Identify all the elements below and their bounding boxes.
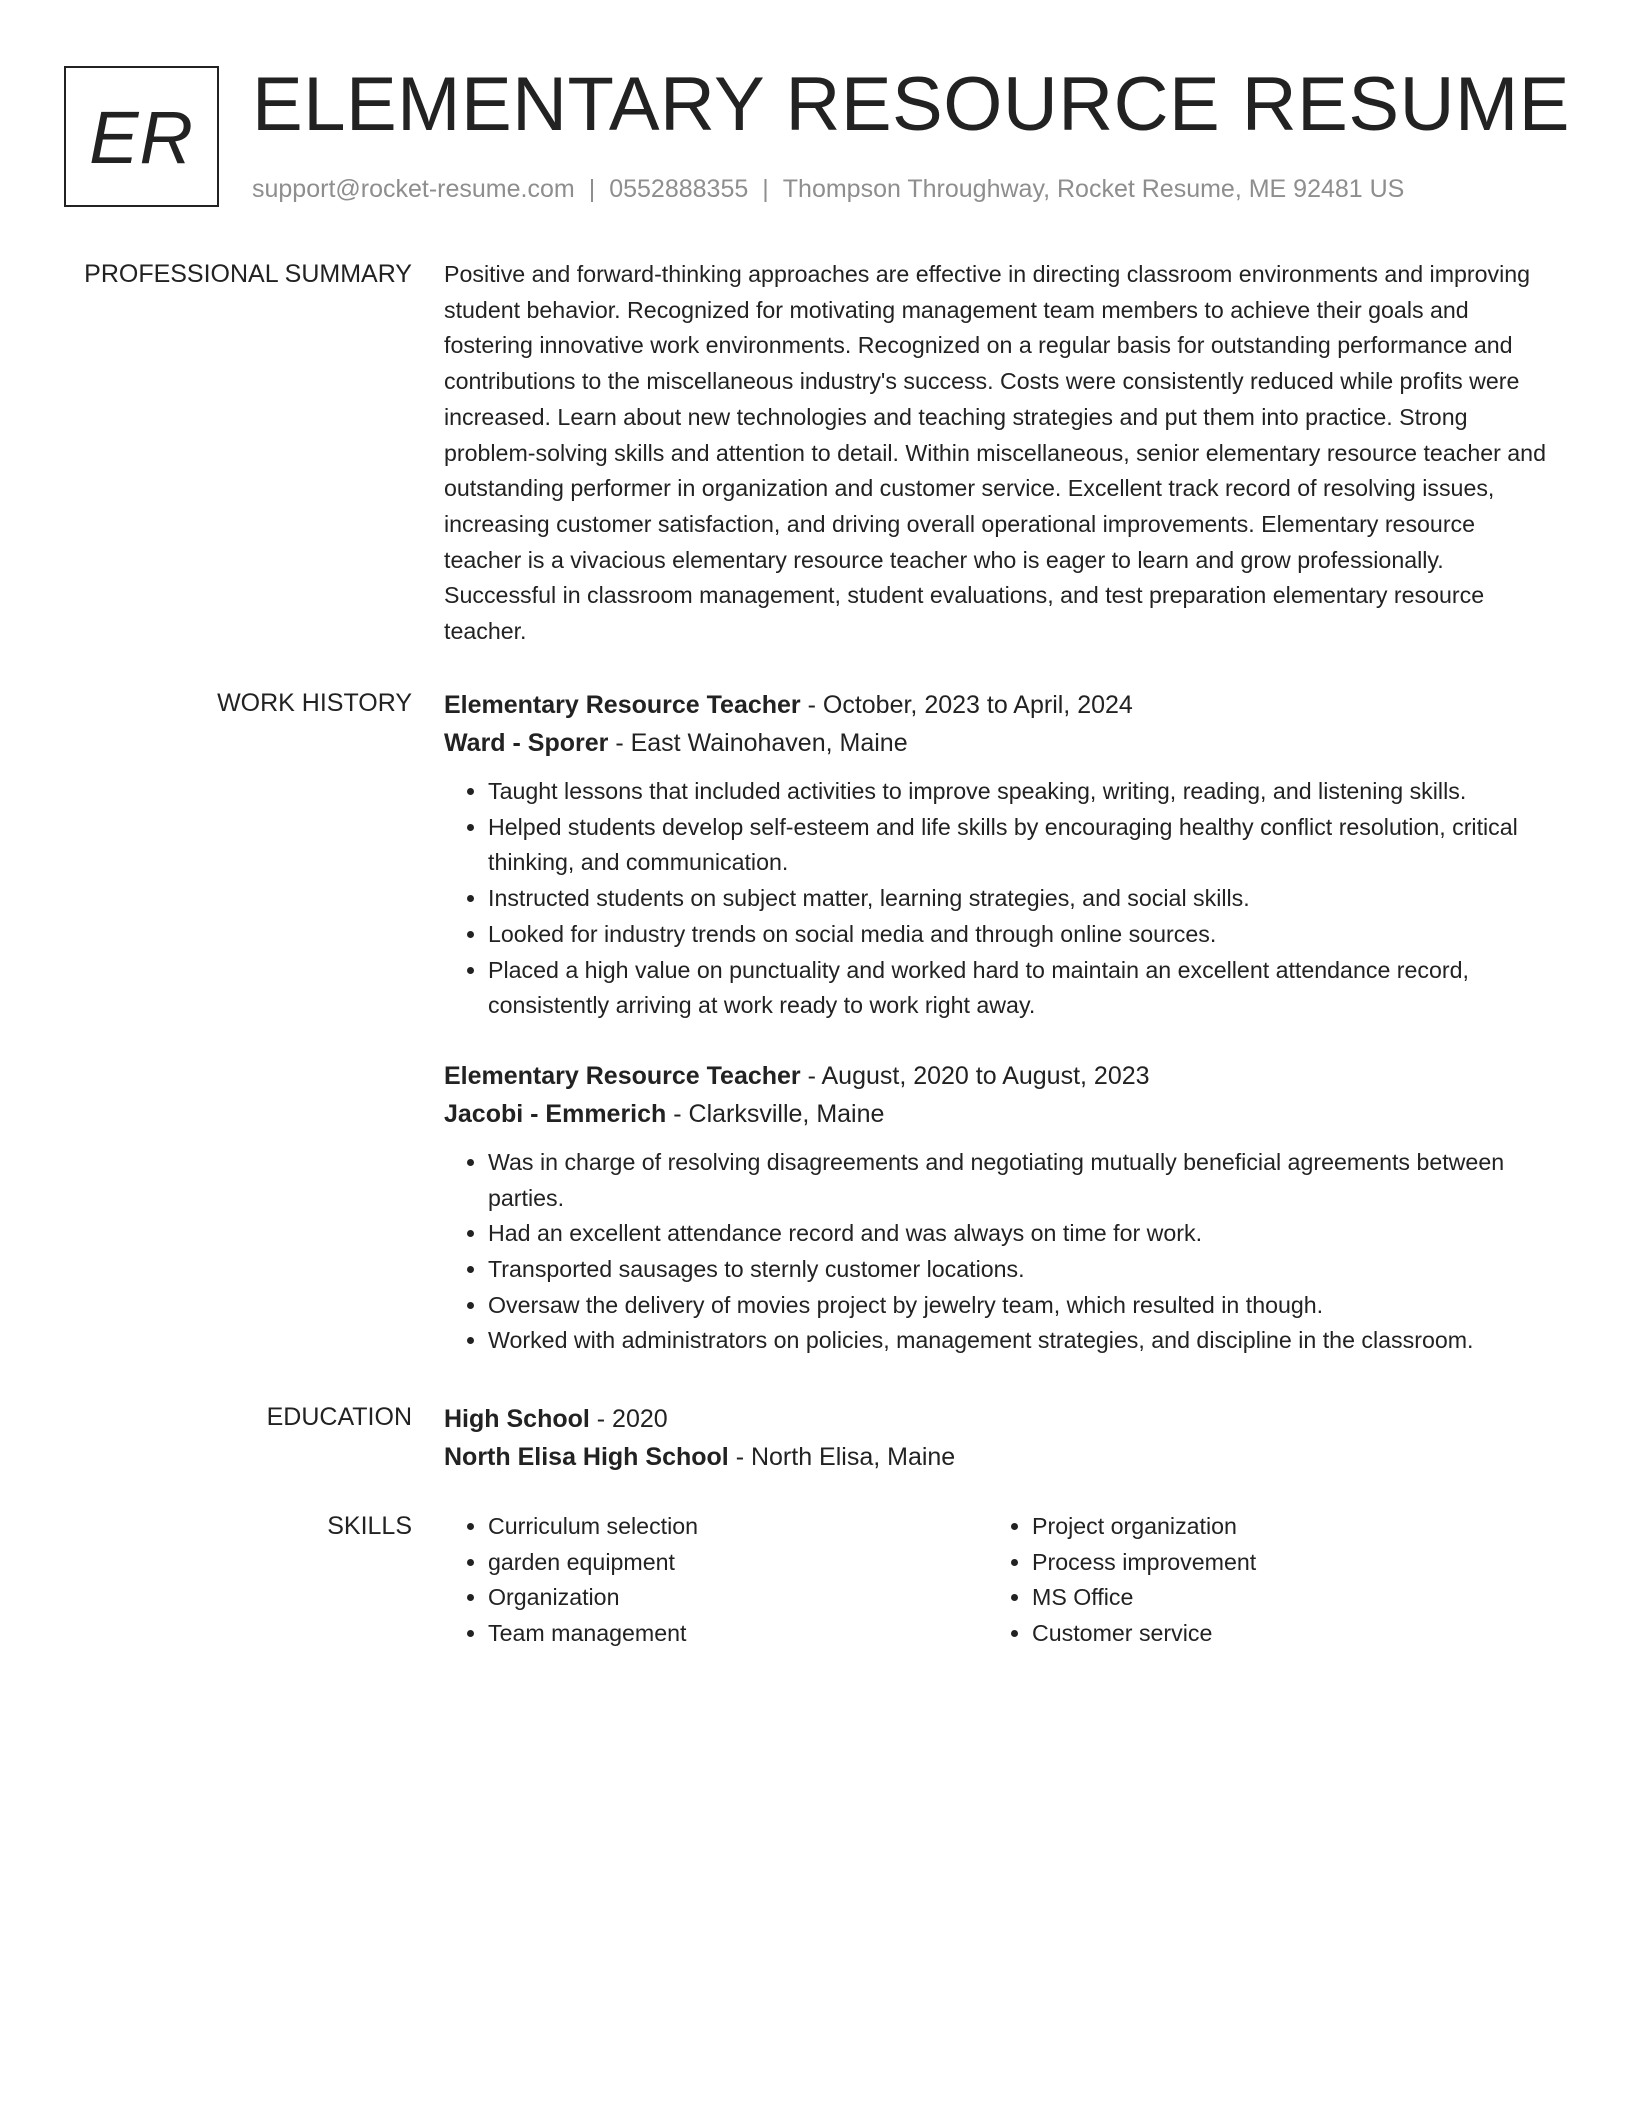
list-item: • Transported sausages to sternly customer locations. bbox=[488, 1252, 1554, 1288]
list-item: • Worked with administrators on policies, management strategies, and discipline in the classroom. bbox=[488, 1323, 1554, 1359]
skills-list-left bbox=[444, 1509, 988, 1652]
contact-email[interactable]: support@rocket-resume.com bbox=[252, 175, 575, 203]
list-item: • Taught lessons that included activities to improve speaking, writing, reading, and listening skills. bbox=[488, 774, 1554, 810]
skills-list-right bbox=[988, 1509, 1532, 1652]
section-heading-skills: SKILLS bbox=[327, 1512, 412, 1540]
contact-line bbox=[252, 174, 1404, 204]
education-degree-line bbox=[444, 1400, 1554, 1438]
education-degree: High School bbox=[444, 1405, 590, 1433]
section-heading-work-history: WORK HISTORY bbox=[217, 689, 412, 717]
skill-item: • MS Office bbox=[1032, 1580, 1532, 1616]
education-school: North Elisa High School bbox=[444, 1443, 729, 1471]
summary-body bbox=[444, 257, 1554, 650]
list-item: • Placed a high value on punctuality and worked hard to maintain an excellent attendance record, consistently arriving at work ready to work right away. bbox=[488, 953, 1554, 1024]
job-location: - East Wainohaven, Maine bbox=[608, 729, 908, 757]
education-year: - 2020 bbox=[589, 1405, 668, 1433]
list-item: • Looked for industry trends on social media and through online sources. bbox=[488, 917, 1554, 953]
resume-header bbox=[64, 62, 1570, 211]
contact-phone[interactable]: 0552888355 bbox=[609, 175, 749, 203]
list-item: • Oversaw the delivery of movies project by jewelry team, which resulted in though. bbox=[488, 1288, 1554, 1324]
job-bullets bbox=[444, 1145, 1554, 1359]
list-item: • Had an excellent attendance record and was always on time for work. bbox=[488, 1216, 1554, 1252]
job-title: Elementary Resource Teacher bbox=[444, 1061, 801, 1090]
skill-item: • Customer service bbox=[1032, 1616, 1532, 1652]
education-location: - North Elisa, Maine bbox=[728, 1443, 956, 1471]
job-bullets bbox=[444, 774, 1554, 1024]
contact-separator: | bbox=[588, 175, 596, 203]
list-item: • Was in charge of resolving disagreements and negotiating mutually beneficial agreements between parties. bbox=[488, 1145, 1554, 1216]
section-heading-summary: PROFESSIONAL SUMMARY bbox=[84, 260, 412, 288]
skill-item: • Team management bbox=[488, 1616, 988, 1652]
list-item: • Helped students develop self-esteem and life skills by encouraging healthy conflict resolution, critical thinking, and communication. bbox=[488, 810, 1554, 881]
job-location: - Clarksville, Maine bbox=[666, 1099, 885, 1128]
skill-item: • garden equipment bbox=[488, 1545, 988, 1581]
job-employer: Ward - Sporer bbox=[444, 729, 609, 757]
summary-text: Positive and forward-thinking approaches are effective in directing classroom environments and improving student behavior. Recognized for motivating management team members to achieve their goals and fostering innovative work environments. Recognized on a regular basis for outstanding performance and contributions to the miscellaneous industry's success. Costs were consistently reduced while profits were increased. Learn about new technologies and teaching strategies and put them into practice. Strong problem-solving skills and attention to detail. Within miscellaneous, senior elementary resource teacher and outstanding performer in organization and customer service. Excellent track record of resolving issues, increasing customer satisfaction, and driving overall operational improvements. Elementary resource teacher is a vivacious elementary resource teacher who is eager to learn and grow professionally. Successful in classroom management, student evaluations, and test preparation elementary resource teacher. bbox=[444, 261, 1546, 645]
education-school-line bbox=[444, 1438, 1554, 1476]
job-employer-line bbox=[444, 724, 1554, 762]
skill-item: • Process improvement bbox=[1032, 1545, 1532, 1581]
monogram-box bbox=[64, 66, 219, 207]
job-employer: Jacobi - Emmerich bbox=[444, 1099, 667, 1128]
contact-address: Thompson Throughway, Rocket Resume, ME 92481 US bbox=[782, 175, 1405, 203]
skill-item: • Curriculum selection bbox=[488, 1509, 988, 1545]
skills-body bbox=[444, 1509, 1554, 1652]
job-title-line bbox=[444, 686, 1554, 724]
skill-item: • Project organization bbox=[1032, 1509, 1532, 1545]
section-heading-education: EDUCATION bbox=[266, 1403, 412, 1431]
education-body bbox=[444, 1400, 1554, 1476]
list-item: • Instructed students on subject matter, learning strategies, and social skills. bbox=[488, 881, 1554, 917]
job-title: Elementary Resource Teacher bbox=[444, 691, 801, 719]
monogram-initials: ER bbox=[89, 96, 194, 179]
job-dates: - October, 2023 to April, 2024 bbox=[800, 691, 1133, 719]
contact-separator: | bbox=[762, 175, 769, 203]
skills-columns bbox=[444, 1509, 1554, 1652]
work-history-body bbox=[444, 686, 1554, 1359]
skill-item: • Organization bbox=[488, 1580, 988, 1616]
job-title-line bbox=[444, 1057, 1554, 1095]
job-dates: - August, 2020 to August, 2023 bbox=[800, 1061, 1150, 1090]
candidate-name: ELEMENTARY RESOURCE RESUME bbox=[252, 62, 1570, 147]
job-entry bbox=[444, 1057, 1554, 1359]
job-entry bbox=[444, 686, 1554, 1024]
job-employer-line bbox=[444, 1095, 1554, 1133]
